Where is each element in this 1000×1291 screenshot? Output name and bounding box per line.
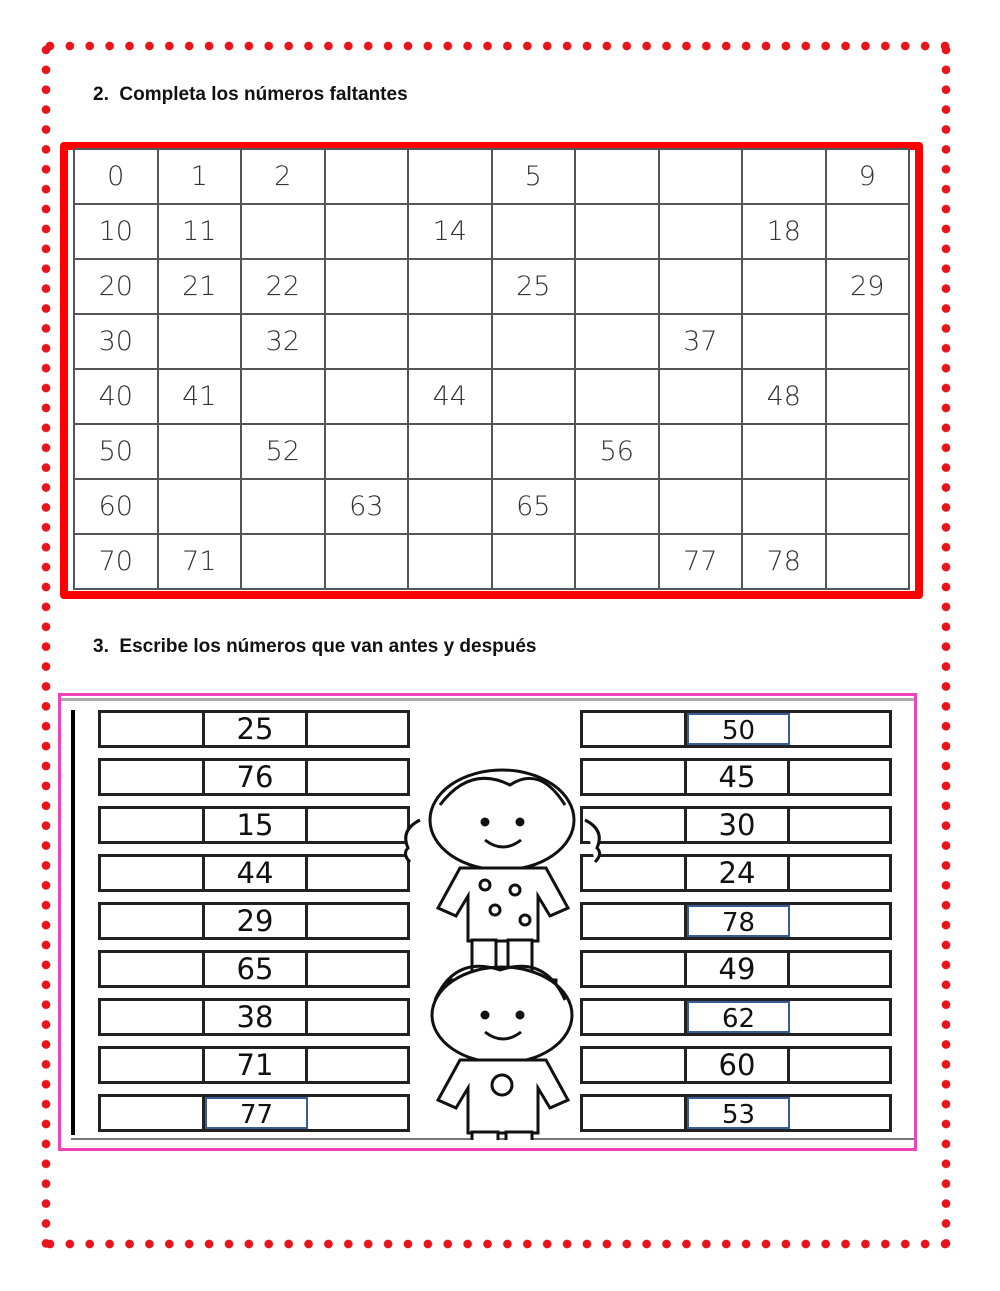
before-input[interactable]	[101, 713, 205, 745]
before-input[interactable]	[101, 1049, 205, 1081]
dotted-border-top	[40, 40, 956, 52]
grid-cell: 40	[74, 369, 158, 424]
grid-cell[interactable]	[826, 534, 910, 589]
grid-cell[interactable]	[492, 204, 576, 259]
grid-cell: 20	[74, 259, 158, 314]
grid-cell[interactable]	[659, 149, 743, 204]
grid-cell: 52	[241, 424, 325, 479]
given-number: 44	[205, 857, 308, 889]
before-after-row	[98, 806, 410, 844]
given-number: 53	[687, 1097, 790, 1129]
grid-cell[interactable]	[575, 534, 659, 589]
grid-cell[interactable]	[241, 534, 325, 589]
given-number: 38	[205, 1001, 308, 1033]
grid-row	[74, 479, 909, 534]
grid-cell[interactable]	[241, 479, 325, 534]
before-after-row	[98, 1046, 410, 1084]
grid-cell: 70	[74, 534, 158, 589]
grid-row	[74, 204, 909, 259]
grid-cell: 30	[74, 314, 158, 369]
grid-cell[interactable]	[241, 204, 325, 259]
grid-cell[interactable]	[826, 314, 910, 369]
grid-cell: 18	[742, 204, 826, 259]
given-number: 60	[687, 1049, 790, 1081]
given-number: 65	[205, 953, 308, 985]
before-after-row	[580, 998, 892, 1036]
grid-cell: 9	[826, 149, 910, 204]
given-number: 77	[205, 1097, 308, 1129]
grid-cell[interactable]	[575, 369, 659, 424]
given-number: 25	[205, 713, 308, 745]
before-input[interactable]	[101, 857, 205, 889]
given-number: 78	[687, 905, 790, 937]
given-number: 76	[205, 761, 308, 793]
before-after-row	[580, 950, 892, 988]
before-input[interactable]	[101, 953, 205, 985]
after-input[interactable]	[790, 1001, 889, 1033]
grid-row	[74, 259, 909, 314]
grid-cell: 5	[492, 149, 576, 204]
after-input[interactable]	[790, 905, 889, 937]
grid-cell[interactable]	[158, 479, 242, 534]
after-input[interactable]	[790, 1097, 889, 1129]
grid-cell[interactable]	[492, 424, 576, 479]
grid-cell: 21	[158, 259, 242, 314]
grid-cell[interactable]	[408, 424, 492, 479]
before-after-row	[98, 854, 410, 892]
grid-cell[interactable]	[575, 314, 659, 369]
grid-cell[interactable]	[408, 534, 492, 589]
grid-cell: 77	[659, 534, 743, 589]
before-after-row	[580, 854, 892, 892]
grid-cell[interactable]	[492, 534, 576, 589]
given-number: 30	[687, 809, 790, 841]
divider	[61, 698, 914, 701]
section-3-title: 3. Escribe los números que van antes y después	[93, 636, 537, 657]
before-after-row	[98, 902, 410, 940]
grid-cell[interactable]	[826, 204, 910, 259]
after-input[interactable]	[308, 713, 407, 745]
grid-cell[interactable]	[742, 314, 826, 369]
grid-cell[interactable]	[408, 479, 492, 534]
grid-cell[interactable]	[325, 424, 409, 479]
before-input[interactable]	[101, 1001, 205, 1033]
grid-cell[interactable]	[325, 149, 409, 204]
before-after-row	[580, 902, 892, 940]
before-after-row	[580, 1046, 892, 1084]
before-input[interactable]	[101, 905, 205, 937]
grid-cell[interactable]	[325, 369, 409, 424]
grid-cell[interactable]	[826, 424, 910, 479]
before-after-row	[98, 1094, 410, 1132]
grid-row	[74, 369, 909, 424]
grid-cell[interactable]	[659, 479, 743, 534]
after-input[interactable]	[790, 857, 889, 889]
given-number: 50	[687, 713, 790, 745]
grid-cell[interactable]	[575, 204, 659, 259]
grid-row	[74, 149, 909, 204]
section-2-title: 2. Completa los números faltantes	[93, 84, 408, 105]
grid-cell[interactable]	[492, 369, 576, 424]
dotted-border-right	[940, 40, 952, 1252]
before-after-row	[580, 806, 892, 844]
grid-cell[interactable]	[325, 314, 409, 369]
grid-cell[interactable]	[241, 369, 325, 424]
grid-cell[interactable]	[325, 259, 409, 314]
given-number: 71	[205, 1049, 308, 1081]
children-illustration	[390, 760, 615, 1140]
grid-cell[interactable]	[575, 259, 659, 314]
before-after-row	[98, 950, 410, 988]
given-number: 45	[687, 761, 790, 793]
grid-cell: 11	[158, 204, 242, 259]
grid-cell: 44	[408, 369, 492, 424]
grid-cell[interactable]	[742, 149, 826, 204]
grid-cell[interactable]	[742, 424, 826, 479]
grid-cell: 25	[492, 259, 576, 314]
before-input[interactable]	[101, 761, 205, 793]
given-number: 24	[687, 857, 790, 889]
grid-cell[interactable]	[158, 314, 242, 369]
grid-cell: 37	[659, 314, 743, 369]
after-input[interactable]	[790, 1049, 889, 1081]
grid-cell[interactable]	[742, 479, 826, 534]
grid-cell[interactable]	[826, 369, 910, 424]
before-input[interactable]	[101, 1097, 205, 1129]
number-grid	[73, 148, 910, 590]
grid-cell: 60	[74, 479, 158, 534]
dotted-border-bottom	[40, 1238, 956, 1250]
grid-cell[interactable]	[659, 204, 743, 259]
before-after-row	[98, 710, 410, 748]
after-input[interactable]	[790, 761, 889, 793]
before-after-row	[98, 758, 410, 796]
grid-cell[interactable]	[659, 369, 743, 424]
grid-cell[interactable]	[575, 479, 659, 534]
grid-cell[interactable]	[575, 149, 659, 204]
grid-cell[interactable]	[408, 314, 492, 369]
grid-cell: 1	[158, 149, 242, 204]
grid-cell: 29	[826, 259, 910, 314]
given-number: 15	[205, 809, 308, 841]
grid-cell[interactable]	[408, 259, 492, 314]
grid-cell[interactable]	[742, 259, 826, 314]
grid-cell: 63	[325, 479, 409, 534]
grid-cell: 2	[241, 149, 325, 204]
before-after-row	[580, 710, 892, 748]
grid-cell[interactable]	[659, 259, 743, 314]
boy-icon	[432, 966, 572, 1140]
divider	[71, 710, 75, 1135]
before-after-row	[580, 758, 892, 796]
grid-row	[74, 534, 909, 589]
grid-cell: 0	[74, 149, 158, 204]
before-after-row	[98, 998, 410, 1036]
grid-cell: 48	[742, 369, 826, 424]
grid-cell[interactable]	[826, 479, 910, 534]
grid-cell[interactable]	[408, 149, 492, 204]
grid-cell[interactable]	[659, 424, 743, 479]
given-number: 29	[205, 905, 308, 937]
grid-cell: 65	[492, 479, 576, 534]
grid-cell: 78	[742, 534, 826, 589]
given-number: 49	[687, 953, 790, 985]
after-input[interactable]	[790, 953, 889, 985]
grid-cell: 14	[408, 204, 492, 259]
grid-cell: 71	[158, 534, 242, 589]
after-input[interactable]	[790, 713, 889, 745]
grid-cell: 41	[158, 369, 242, 424]
before-after-row	[580, 1094, 892, 1132]
grid-cell[interactable]	[158, 424, 242, 479]
grid-cell[interactable]	[325, 204, 409, 259]
grid-cell[interactable]	[325, 534, 409, 589]
grid-cell: 56	[575, 424, 659, 479]
girl-icon	[405, 770, 599, 990]
grid-row	[74, 314, 909, 369]
grid-cell: 10	[74, 204, 158, 259]
grid-cell[interactable]	[492, 314, 576, 369]
before-input[interactable]	[583, 713, 687, 745]
grid-cell: 32	[241, 314, 325, 369]
grid-row	[74, 424, 909, 479]
grid-cell: 50	[74, 424, 158, 479]
given-number: 62	[687, 1001, 790, 1033]
dotted-border-left	[40, 40, 52, 1252]
before-input[interactable]	[101, 809, 205, 841]
grid-cell: 22	[241, 259, 325, 314]
after-input[interactable]	[790, 809, 889, 841]
